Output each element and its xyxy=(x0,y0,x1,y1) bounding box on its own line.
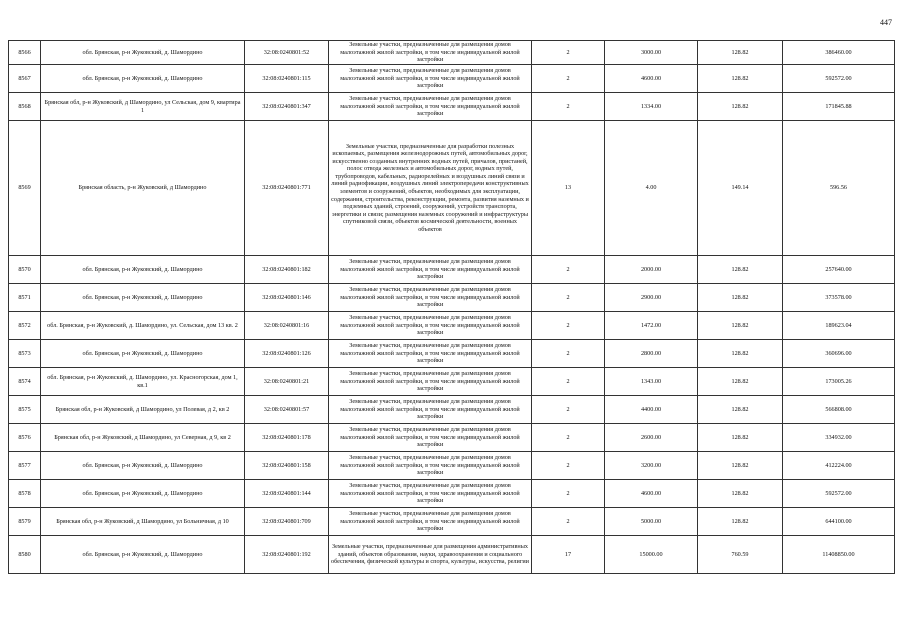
group-number-cell: 2 xyxy=(532,396,605,424)
table-row xyxy=(9,65,895,93)
address-cell: Брянская обл, р-н Жуковский, д Шамордино, ул Больничная, д 10 xyxy=(41,508,245,536)
table-row xyxy=(9,256,895,284)
cadastral-value-cell: 334932.00 xyxy=(783,424,895,452)
row-number: 8568 xyxy=(9,93,41,121)
group-number-cell: 2 xyxy=(532,340,605,368)
cadastral-number-cell: 32:08:0240801:115 xyxy=(245,65,329,93)
address-cell: Брянская область, р-н Жуковский, д Шамордино xyxy=(41,121,245,256)
table-row xyxy=(9,396,895,424)
specific-value-cell: 128.82 xyxy=(698,508,783,536)
cadastral-number-cell: 32:08:0240801:347 xyxy=(245,93,329,121)
group-number-cell: 2 xyxy=(532,424,605,452)
specific-value-cell: 128.82 xyxy=(698,452,783,480)
specific-value-cell: 128.82 xyxy=(698,41,783,65)
cadastral-number-cell: 32:08:0240801:771 xyxy=(245,121,329,256)
land-use-cell: Земельные участки, предназначенные для размещения домов малоэтажной жилой застройки, в том числе индивидуальной жилой застройки xyxy=(329,41,532,65)
area-cell: 4.00 xyxy=(605,121,698,256)
table-row xyxy=(9,340,895,368)
specific-value-cell: 128.82 xyxy=(698,340,783,368)
row-number: 8567 xyxy=(9,65,41,93)
group-number-cell: 2 xyxy=(532,41,605,65)
address-cell: Брянская обл, р-н Жуковский, д Шамордино, ул Сельская, дом 9, квартира 1 xyxy=(41,93,245,121)
group-number-cell: 2 xyxy=(532,93,605,121)
cadastral-value-cell: 11408850.00 xyxy=(783,536,895,574)
table-row xyxy=(9,424,895,452)
row-number: 8575 xyxy=(9,396,41,424)
land-use-cell: Земельные участки, предназначенные для размещения домов малоэтажной жилой застройки, в том числе индивидуальной жилой застройки xyxy=(329,480,532,508)
row-number: 8571 xyxy=(9,284,41,312)
cadastral-number-cell: 32:08:0240801:182 xyxy=(245,256,329,284)
table-row xyxy=(9,312,895,340)
land-use-cell: Земельные участки, предназначенные для размещения домов малоэтажной жилой застройки, в том числе индивидуальной жилой застройки xyxy=(329,368,532,396)
cadastral-number-cell: 32:08:0240801:52 xyxy=(245,41,329,65)
specific-value-cell: 760.59 xyxy=(698,536,783,574)
area-cell: 15000.00 xyxy=(605,536,698,574)
cadastral-number-cell: 32:08:0240801:158 xyxy=(245,452,329,480)
land-use-cell: Земельные участки, предназначенные для размещения домов малоэтажной жилой застройки, в том числе индивидуальной жилой застройки xyxy=(329,93,532,121)
area-cell: 4600.00 xyxy=(605,65,698,93)
area-cell: 1343.00 xyxy=(605,368,698,396)
address-cell: обл. Брянская, р-н Жуковский, д. Шамордино xyxy=(41,41,245,65)
address-cell: обл. Брянская, р-н Жуковский, д. Шамордино xyxy=(41,480,245,508)
area-cell: 1334.00 xyxy=(605,93,698,121)
row-number: 8566 xyxy=(9,41,41,65)
land-use-cell: Земельные участки, предназначенные для размещения домов малоэтажной жилой застройки, в том числе индивидуальной жилой застройки xyxy=(329,452,532,480)
group-number-cell: 2 xyxy=(532,284,605,312)
row-number: 8569 xyxy=(9,121,41,256)
table-row xyxy=(9,93,895,121)
specific-value-cell: 128.82 xyxy=(698,312,783,340)
specific-value-cell: 149.14 xyxy=(698,121,783,256)
area-cell: 2900.00 xyxy=(605,284,698,312)
table-body xyxy=(9,41,895,574)
specific-value-cell: 128.82 xyxy=(698,396,783,424)
cadastral-value-cell: 566808.00 xyxy=(783,396,895,424)
land-use-cell: Земельные участки, предназначенные для размещения домов малоэтажной жилой застройки, в том числе индивидуальной жилой застройки xyxy=(329,424,532,452)
address-cell: обл. Брянская, р-н Жуковский, д. Шамордино xyxy=(41,452,245,480)
specific-value-cell: 128.82 xyxy=(698,368,783,396)
area-cell: 3000.00 xyxy=(605,41,698,65)
cadastral-value-cell: 373578.00 xyxy=(783,284,895,312)
table-row xyxy=(9,41,895,65)
row-number: 8576 xyxy=(9,424,41,452)
area-cell: 2000.00 xyxy=(605,256,698,284)
table-row xyxy=(9,368,895,396)
group-number-cell: 2 xyxy=(532,256,605,284)
group-number-cell: 13 xyxy=(532,121,605,256)
land-use-cell: Земельные участки, предназначенные для размещения домов малоэтажной жилой застройки, в том числе индивидуальной жилой застройки xyxy=(329,312,532,340)
address-cell: обл. Брянская, р-н Жуковский, д. Шамордино xyxy=(41,65,245,93)
land-use-cell: Земельные участки, предназначенные для разработки полезных ископаемых, размещения железнодорожных путей, автомобильных дорог, искусственно созданных внутренних водных путей, причалов, пристаней, полос отвода железных и автомобильных дорог, водных путей, трубопроводов, кабельных, радиорелейных и воздушных линий связи и линий радиофикации, воздушных линий электропередачи конструктивных элементов и сооружений, объектов, необходимых для эксплуатации, содержания, строительства, реконструкции, ремонта, развития наземных и подземных зданий, строений, сооружений, устройств транспорта, энергетики и связи; размещения наземных сооружений и инфраструктуры спутниковой связи, объектов космической деятельности, военных объектов xyxy=(329,121,532,256)
cadastral-value-table xyxy=(8,40,895,574)
land-use-cell: Земельные участки, предназначенные для размещения домов малоэтажной жилой застройки, в том числе индивидуальной жилой застройки xyxy=(329,508,532,536)
group-number-cell: 2 xyxy=(532,65,605,93)
cadastral-number-cell: 32:08:0240801:146 xyxy=(245,284,329,312)
area-cell: 1472.00 xyxy=(605,312,698,340)
land-use-cell: Земельные участки, предназначенные для размещения домов малоэтажной жилой застройки, в том числе индивидуальной жилой застройки xyxy=(329,65,532,93)
group-number-cell: 2 xyxy=(532,312,605,340)
cadastral-number-cell: 32:08:0240801:192 xyxy=(245,536,329,574)
specific-value-cell: 128.82 xyxy=(698,65,783,93)
group-number-cell: 17 xyxy=(532,536,605,574)
cadastral-value-cell: 596.56 xyxy=(783,121,895,256)
row-number: 8579 xyxy=(9,508,41,536)
cadastral-value-cell: 412224.00 xyxy=(783,452,895,480)
cadastral-number-cell: 32:08:0240801:21 xyxy=(245,368,329,396)
cadastral-value-cell: 171845.88 xyxy=(783,93,895,121)
land-use-cell: Земельные участки, предназначенные для размещения домов малоэтажной жилой застройки, в том числе индивидуальной жилой застройки xyxy=(329,284,532,312)
area-cell: 5000.00 xyxy=(605,508,698,536)
land-use-cell: Земельные участки, предназначенные для размещения административных зданий, объектов образования, науки, здравоохранения и социального обеспечения, физической культуры и спорта, культуры, искусства, религии xyxy=(329,536,532,574)
area-cell: 2800.00 xyxy=(605,340,698,368)
cadastral-number-cell: 32:08:0240801:126 xyxy=(245,340,329,368)
row-number: 8573 xyxy=(9,340,41,368)
area-cell: 4400.00 xyxy=(605,396,698,424)
table-row xyxy=(9,508,895,536)
cadastral-number-cell: 32:08:0240801:144 xyxy=(245,480,329,508)
land-use-cell: Земельные участки, предназначенные для размещения домов малоэтажной жилой застройки, в том числе индивидуальной жилой застройки xyxy=(329,396,532,424)
specific-value-cell: 128.82 xyxy=(698,480,783,508)
cadastral-value-cell: 173005.26 xyxy=(783,368,895,396)
address-cell: обл. Брянская, р-н Жуковский, д. Шамордино, ул. Сельская, дом 13 кв. 2 xyxy=(41,312,245,340)
page-number: 447 xyxy=(880,18,892,27)
table-row xyxy=(9,284,895,312)
specific-value-cell: 128.82 xyxy=(698,424,783,452)
specific-value-cell: 128.82 xyxy=(698,93,783,121)
cadastral-number-cell: 32:08:0240801:178 xyxy=(245,424,329,452)
land-use-cell: Земельные участки, предназначенные для размещения домов малоэтажной жилой застройки, в том числе индивидуальной жилой застройки xyxy=(329,256,532,284)
address-cell: обл. Брянская, р-н Жуковский, д. Шамордино xyxy=(41,284,245,312)
table-row xyxy=(9,121,895,256)
group-number-cell: 2 xyxy=(532,508,605,536)
address-cell: Брянская обл, р-н Жуковский, д Шамордино, ул Северная, д 9, кв 2 xyxy=(41,424,245,452)
address-cell: обл. Брянская, р-н Жуковский, д. Шамордино xyxy=(41,536,245,574)
land-use-cell: Земельные участки, предназначенные для размещения домов малоэтажной жилой застройки, в том числе индивидуальной жилой застройки xyxy=(329,340,532,368)
cadastral-value-cell: 592572.00 xyxy=(783,480,895,508)
group-number-cell: 2 xyxy=(532,480,605,508)
cadastral-value-cell: 360696.00 xyxy=(783,340,895,368)
address-cell: обл. Брянская, р-н Жуковский, д. Шамордино, ул. Красногорская, дом 1, кв.1 xyxy=(41,368,245,396)
cadastral-value-cell: 592572.00 xyxy=(783,65,895,93)
row-number: 8574 xyxy=(9,368,41,396)
cadastral-value-cell: 644100.00 xyxy=(783,508,895,536)
row-number: 8572 xyxy=(9,312,41,340)
cadastral-number-cell: 32:08:0240801:709 xyxy=(245,508,329,536)
row-number: 8580 xyxy=(9,536,41,574)
cadastral-number-cell: 32:08:0240801:57 xyxy=(245,396,329,424)
specific-value-cell: 128.82 xyxy=(698,256,783,284)
table-row xyxy=(9,452,895,480)
row-number: 8570 xyxy=(9,256,41,284)
area-cell: 3200.00 xyxy=(605,452,698,480)
cadastral-value-cell: 189623.04 xyxy=(783,312,895,340)
group-number-cell: 2 xyxy=(532,452,605,480)
area-cell: 4600.00 xyxy=(605,480,698,508)
address-cell: Брянская обл, р-н Жуковский, д Шамордино, ул Полевая, д 2, кв 2 xyxy=(41,396,245,424)
row-number: 8578 xyxy=(9,480,41,508)
table-row xyxy=(9,480,895,508)
area-cell: 2600.00 xyxy=(605,424,698,452)
group-number-cell: 2 xyxy=(532,368,605,396)
cadastral-number-cell: 32:08:0240801:16 xyxy=(245,312,329,340)
address-cell: обл. Брянская, р-н Жуковский, д. Шамордино xyxy=(41,256,245,284)
cadastral-value-cell: 257640.00 xyxy=(783,256,895,284)
table-row xyxy=(9,536,895,574)
cadastral-value-cell: 386460.00 xyxy=(783,41,895,65)
address-cell: обл. Брянская, р-н Жуковский, д. Шамордино xyxy=(41,340,245,368)
specific-value-cell: 128.82 xyxy=(698,284,783,312)
row-number: 8577 xyxy=(9,452,41,480)
